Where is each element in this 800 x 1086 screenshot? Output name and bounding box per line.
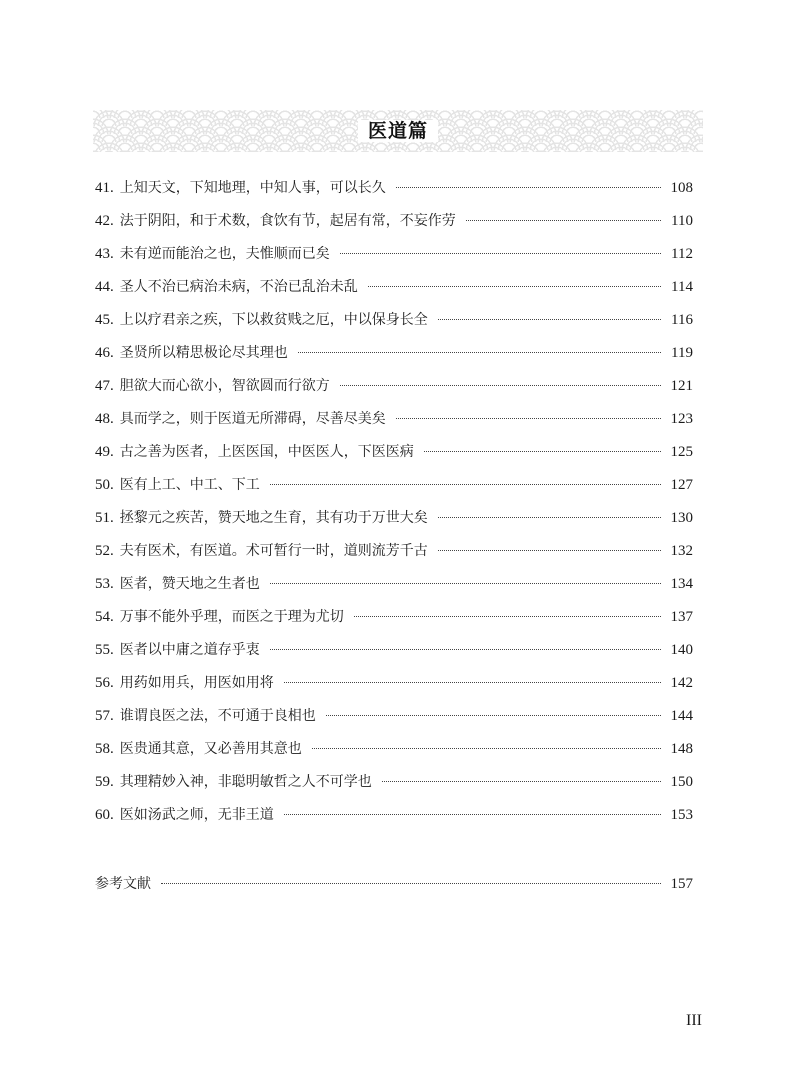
entry-page: 114 bbox=[671, 279, 693, 295]
section-title: 医道篇 bbox=[358, 120, 438, 142]
entry-page: 110 bbox=[671, 213, 693, 229]
dot-leader bbox=[382, 780, 661, 782]
entry-number: 49. bbox=[95, 444, 114, 460]
dot-leader bbox=[438, 549, 661, 551]
toc-entry-55[interactable] bbox=[95, 638, 693, 671]
entry-number: 51. bbox=[95, 510, 114, 526]
entry-page: 137 bbox=[670, 609, 693, 625]
entry-number: 60. bbox=[95, 807, 114, 823]
section-title-wrap bbox=[93, 110, 703, 152]
dot-leader bbox=[466, 219, 661, 221]
references-page: 157 bbox=[670, 876, 693, 892]
toc-entry-49[interactable] bbox=[95, 440, 693, 473]
toc-entry-48[interactable] bbox=[95, 407, 693, 440]
entry-page: 132 bbox=[670, 543, 693, 559]
toc-entry-45[interactable] bbox=[95, 308, 693, 341]
entry-page: 148 bbox=[670, 741, 693, 757]
dot-leader bbox=[354, 615, 661, 617]
entry-number: 43. bbox=[95, 246, 114, 262]
entry-number: 58. bbox=[95, 741, 114, 757]
dot-leader bbox=[312, 747, 661, 749]
dot-leader bbox=[161, 882, 661, 884]
entry-number: 56. bbox=[95, 675, 114, 691]
entry-page: 150 bbox=[670, 774, 693, 790]
toc-entry-47[interactable] bbox=[95, 374, 693, 407]
entry-page: 121 bbox=[670, 378, 693, 394]
entry-number: 53. bbox=[95, 576, 114, 592]
entry-page: 144 bbox=[670, 708, 693, 724]
entry-page: 119 bbox=[671, 345, 693, 361]
dot-leader bbox=[284, 681, 661, 683]
dot-leader bbox=[270, 483, 661, 485]
dot-leader bbox=[438, 516, 661, 518]
dot-leader bbox=[396, 417, 661, 419]
entry-title: 医者，赞天地之生者也 bbox=[119, 576, 260, 592]
entry-title: 胆欲大而心欲小，智欲圆而行欲方 bbox=[119, 378, 330, 394]
dot-leader bbox=[340, 384, 661, 386]
toc-entry-41[interactable] bbox=[95, 176, 693, 209]
entry-number: 44. bbox=[95, 279, 114, 295]
toc-entry-51[interactable] bbox=[95, 506, 693, 539]
entry-page: 153 bbox=[670, 807, 693, 823]
toc-entry-44[interactable] bbox=[95, 275, 693, 308]
entry-page: 108 bbox=[670, 180, 693, 196]
entry-number: 48. bbox=[95, 411, 114, 427]
dot-leader bbox=[438, 318, 661, 320]
toc-entry-references[interactable] bbox=[95, 872, 693, 905]
entry-title: 圣贤所以精思极论尽其理也 bbox=[119, 345, 288, 361]
dot-leader bbox=[368, 285, 661, 287]
entry-title: 夫有医术，有医道。术可暂行一时，道则流芳千古 bbox=[119, 543, 428, 559]
toc-entry-54[interactable] bbox=[95, 605, 693, 638]
page-number: III bbox=[686, 1012, 702, 1029]
entry-title: 用药如用兵，用医如用将 bbox=[119, 675, 274, 691]
toc-entry-42[interactable] bbox=[95, 209, 693, 242]
entry-page: 134 bbox=[670, 576, 693, 592]
toc-entry-53[interactable] bbox=[95, 572, 693, 605]
entry-title: 万事不能外乎理，而医之于理为尤切 bbox=[119, 609, 344, 625]
entry-number: 55. bbox=[95, 642, 114, 658]
dot-leader bbox=[270, 582, 661, 584]
entry-page: 142 bbox=[670, 675, 693, 691]
toc-entry-43[interactable] bbox=[95, 242, 693, 275]
table-of-contents bbox=[95, 176, 693, 836]
entry-number: 59. bbox=[95, 774, 114, 790]
entry-number: 54. bbox=[95, 609, 114, 625]
entry-number: 50. bbox=[95, 477, 114, 493]
entry-title: 上以疗君亲之疾，下以救贫贱之厄，中以保身长全 bbox=[119, 312, 428, 328]
section-banner bbox=[93, 110, 703, 152]
dot-leader bbox=[424, 450, 661, 452]
toc-entry-50[interactable] bbox=[95, 473, 693, 506]
entry-number: 46. bbox=[95, 345, 114, 361]
entry-title: 其理精妙入神，非聪明敏哲之人不可学也 bbox=[119, 774, 372, 790]
entry-title: 拯黎元之疾苦，赞天地之生育，其有功于万世大矣 bbox=[119, 510, 428, 526]
entry-title: 古之善为医者，上医医国，中医医人，下医医病 bbox=[119, 444, 414, 460]
entry-number: 57. bbox=[95, 708, 114, 724]
entry-number: 45. bbox=[95, 312, 114, 328]
dot-leader bbox=[396, 186, 661, 188]
toc-entry-58[interactable] bbox=[95, 737, 693, 770]
entry-page: 130 bbox=[670, 510, 693, 526]
entry-title: 圣人不治已病治未病，不治已乱治未乱 bbox=[119, 279, 358, 295]
entry-number: 47. bbox=[95, 378, 114, 394]
toc-entry-59[interactable] bbox=[95, 770, 693, 803]
dot-leader bbox=[326, 714, 661, 716]
entry-page: 127 bbox=[670, 477, 693, 493]
entry-title: 未有逆而能治之也，夫惟顺而已矣 bbox=[119, 246, 330, 262]
entry-number: 41. bbox=[95, 180, 114, 196]
entry-number: 52. bbox=[95, 543, 114, 559]
dot-leader bbox=[298, 351, 661, 353]
toc-entry-46[interactable] bbox=[95, 341, 693, 374]
entry-title: 医贵通其意，又必善用其意也 bbox=[119, 741, 302, 757]
entry-title: 医有上工、中工、下工 bbox=[119, 477, 260, 493]
entry-page: 123 bbox=[670, 411, 693, 427]
entry-title: 医者以中庸之道存乎衷 bbox=[119, 642, 260, 658]
references-title: 参考文献 bbox=[95, 876, 151, 892]
entry-title: 上知天文，下知地理，中知人事，可以长久 bbox=[119, 180, 386, 196]
toc-entry-60[interactable] bbox=[95, 803, 693, 836]
entry-number: 42. bbox=[95, 213, 114, 229]
entry-title: 具而学之，则于医道无所滞碍，尽善尽美矣 bbox=[119, 411, 386, 427]
entry-title: 谁谓良医之法，不可通于良相也 bbox=[119, 708, 316, 724]
dot-leader bbox=[340, 252, 661, 254]
toc-entry-57[interactable] bbox=[95, 704, 693, 737]
entry-page: 112 bbox=[671, 246, 693, 262]
entry-page: 116 bbox=[671, 312, 693, 328]
dot-leader bbox=[284, 813, 661, 815]
toc-entry-56[interactable] bbox=[95, 671, 693, 704]
dot-leader bbox=[270, 648, 661, 650]
entry-title: 医如汤武之师，无非王道 bbox=[119, 807, 274, 823]
entry-title: 法于阴阳，和于术数，食饮有节，起居有常，不妄作劳 bbox=[119, 213, 456, 229]
entry-page: 140 bbox=[670, 642, 693, 658]
entry-page: 125 bbox=[670, 444, 693, 460]
toc-entry-52[interactable] bbox=[95, 539, 693, 572]
